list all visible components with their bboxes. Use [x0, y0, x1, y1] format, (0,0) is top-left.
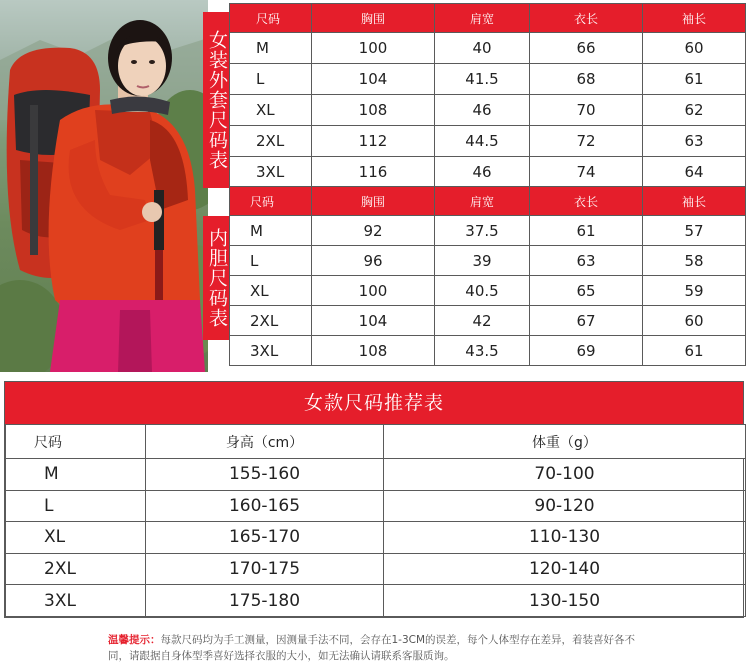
table-cell: 61 [643, 336, 746, 366]
table-cell: 108 [312, 95, 435, 126]
table-cell: 37.5 [435, 216, 530, 246]
table-row [230, 246, 746, 276]
table-cell: 170-175 [146, 553, 384, 585]
table-row [230, 336, 746, 366]
table-cell: 59 [643, 276, 746, 306]
table-cell: 42 [435, 306, 530, 336]
table-cell: 70 [530, 95, 643, 126]
table-cell: 69 [530, 336, 643, 366]
table-cell: 46 [435, 157, 530, 188]
model-photo [0, 0, 208, 372]
table-cell: 155-160 [146, 459, 384, 491]
table-cell: 60 [643, 33, 746, 64]
header-height: 身高（cm） [146, 425, 384, 459]
table-row [230, 157, 746, 188]
header-size: 尺码 [230, 4, 312, 33]
table-cell: 90-120 [384, 490, 746, 522]
table-cell: 61 [530, 216, 643, 246]
header-shoulder: 肩宽 [435, 4, 530, 33]
header-sleeve: 袖长 [643, 187, 746, 216]
recommend-table-title: 女款尺码推荐表 [5, 382, 743, 424]
table-cell: 63 [530, 246, 643, 276]
table-cell: 63 [643, 126, 746, 157]
header-length: 衣长 [530, 187, 643, 216]
table-cell: XL [230, 276, 312, 306]
table-cell: 175-180 [146, 585, 384, 617]
table-row [6, 553, 746, 585]
table-row [6, 490, 746, 522]
notice-label: 温馨提示： [108, 634, 161, 646]
table-cell: 39 [435, 246, 530, 276]
table-cell: 110-130 [384, 522, 746, 554]
header-sleeve: 袖长 [643, 4, 746, 33]
table-row [6, 522, 746, 554]
table-cell: 104 [312, 64, 435, 95]
table-cell: 3XL [6, 585, 146, 617]
table-cell: 41.5 [435, 64, 530, 95]
table-cell: L [6, 490, 146, 522]
table-cell: 116 [312, 157, 435, 188]
outer-size-table [229, 3, 746, 188]
header-shoulder: 肩宽 [435, 187, 530, 216]
table-cell: 130-150 [384, 585, 746, 617]
table-cell: 165-170 [146, 522, 384, 554]
header-weight: 体重（g） [384, 425, 746, 459]
table-row [6, 459, 746, 491]
table-cell: 3XL [230, 336, 312, 366]
table-cell: 72 [530, 126, 643, 157]
table-cell: 46 [435, 95, 530, 126]
table-cell: 65 [530, 276, 643, 306]
header-size: 尺码 [230, 187, 312, 216]
table-cell: L [230, 246, 312, 276]
table-row [230, 126, 746, 157]
header-size: 尺码 [6, 425, 146, 459]
table-cell: 2XL [230, 306, 312, 336]
table-cell: M [6, 459, 146, 491]
size-notice [108, 632, 653, 664]
table-cell: 112 [312, 126, 435, 157]
table-header-row [230, 4, 746, 33]
table-cell: M [230, 216, 312, 246]
table-cell: 61 [643, 64, 746, 95]
table-row [230, 64, 746, 95]
table-cell: L [230, 64, 312, 95]
table-cell: 3XL [230, 157, 312, 188]
table-row [6, 585, 746, 617]
table-header-row [230, 187, 746, 216]
notice-text: 每款尺码均为手工测量，因测量手法不同，会存在1-3CM的误差，每个人体型存在差异，着装喜好各不同，请跟据自身体型季喜好选择衣服的大小，如无法确认请联系客服质询。 [108, 634, 636, 662]
table-cell: 100 [312, 276, 435, 306]
table-cell: 58 [643, 246, 746, 276]
table-cell: 92 [312, 216, 435, 246]
header-length: 衣长 [530, 4, 643, 33]
table-cell: 120-140 [384, 553, 746, 585]
table-cell: 40 [435, 33, 530, 64]
table-cell: M [230, 33, 312, 64]
table-cell: 64 [643, 157, 746, 188]
header-bust: 胸围 [312, 4, 435, 33]
table-row [230, 276, 746, 306]
table-cell: XL [230, 95, 312, 126]
table-cell: 40.5 [435, 276, 530, 306]
table-cell: 2XL [6, 553, 146, 585]
table-cell: 44.5 [435, 126, 530, 157]
inner-size-table [229, 186, 746, 366]
table-cell: XL [6, 522, 146, 554]
table-row [230, 95, 746, 126]
inner-table-side-label: 内胆尺码表 [203, 216, 230, 340]
header-bust: 胸围 [312, 187, 435, 216]
table-cell: 67 [530, 306, 643, 336]
table-cell: 68 [530, 64, 643, 95]
table-cell: 57 [643, 216, 746, 246]
table-row [230, 33, 746, 64]
recommend-table-container [4, 381, 744, 618]
table-row [230, 306, 746, 336]
table-header-row [6, 425, 746, 459]
table-cell: 100 [312, 33, 435, 64]
table-row [230, 216, 746, 246]
table-cell: 66 [530, 33, 643, 64]
table-cell: 96 [312, 246, 435, 276]
table-cell: 70-100 [384, 459, 746, 491]
outer-table-side-label: 女装外套尺码表 [203, 12, 230, 188]
table-cell: 104 [312, 306, 435, 336]
table-cell: 108 [312, 336, 435, 366]
table-cell: 2XL [230, 126, 312, 157]
recommend-table [5, 424, 746, 617]
table-cell: 43.5 [435, 336, 530, 366]
hiker-illustration [0, 0, 208, 372]
table-cell: 62 [643, 95, 746, 126]
table-cell: 60 [643, 306, 746, 336]
table-cell: 74 [530, 157, 643, 188]
table-cell: 160-165 [146, 490, 384, 522]
